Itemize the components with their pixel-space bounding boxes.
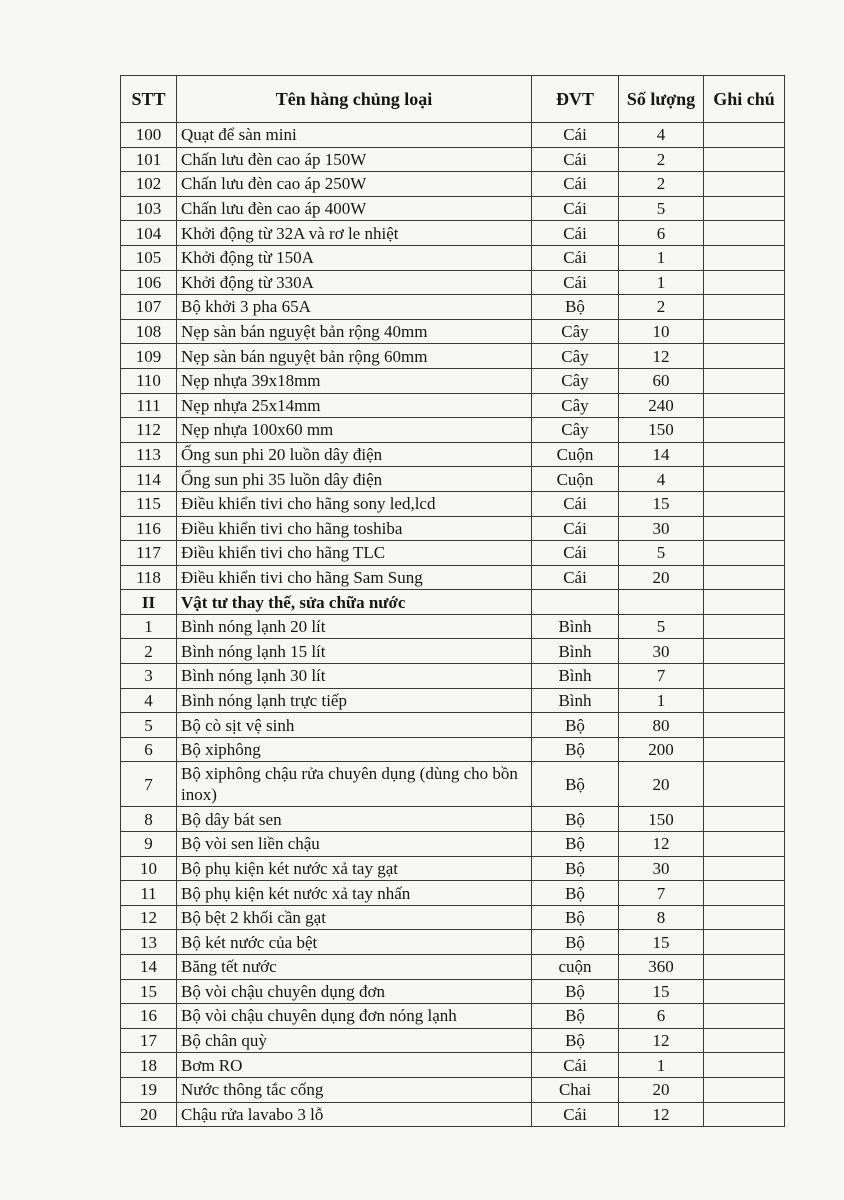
cell-note (704, 541, 785, 566)
cell-unit: Cái (532, 491, 619, 516)
cell-quantity: 5 (619, 541, 704, 566)
table-row (121, 172, 785, 197)
cell-stt: 101 (121, 147, 177, 172)
cell-item-name: Nẹp nhựa 100x60 mm (177, 418, 532, 443)
cell-note (704, 762, 785, 807)
cell-quantity: 14 (619, 442, 704, 467)
table-row (121, 905, 785, 930)
cell-note (704, 1077, 785, 1102)
cell-unit: Bộ (532, 881, 619, 906)
cell-note (704, 368, 785, 393)
cell-unit: Cái (532, 172, 619, 197)
cell-item-name: Bộ khởi 3 pha 65A (177, 295, 532, 320)
cell-stt: 108 (121, 319, 177, 344)
cell-quantity: 150 (619, 807, 704, 832)
table-row (121, 270, 785, 295)
cell-unit: Cây (532, 319, 619, 344)
cell-item-name: Điều khiển tivi cho hãng sony led,lcd (177, 491, 532, 516)
cell-unit: Bộ (532, 856, 619, 881)
cell-quantity: 15 (619, 979, 704, 1004)
cell-stt: 112 (121, 418, 177, 443)
cell-quantity: 1 (619, 245, 704, 270)
table-row (121, 516, 785, 541)
cell-item-name: Ống sun phi 35 luồn dây điện (177, 467, 532, 492)
cell-quantity: 200 (619, 737, 704, 762)
cell-note (704, 639, 785, 664)
cell-stt: II (121, 590, 177, 615)
cell-unit: Bình (532, 639, 619, 664)
cell-item-name: Bộ vòi chậu chuyên dụng đơn nóng lạnh (177, 1004, 532, 1029)
table-row (121, 688, 785, 713)
cell-quantity: 6 (619, 221, 704, 246)
cell-stt: 102 (121, 172, 177, 197)
cell-unit: Cái (532, 541, 619, 566)
cell-item-name: Chậu rửa lavabo 3 lỗ (177, 1102, 532, 1127)
cell-quantity: 2 (619, 147, 704, 172)
table-row (121, 442, 785, 467)
cell-note (704, 295, 785, 320)
cell-note (704, 713, 785, 738)
cell-unit: Cái (532, 270, 619, 295)
table-row (121, 713, 785, 738)
cell-stt: 116 (121, 516, 177, 541)
cell-quantity: 20 (619, 762, 704, 807)
cell-stt: 10 (121, 856, 177, 881)
cell-item-name: Quạt để sàn mini (177, 123, 532, 148)
cell-note (704, 590, 785, 615)
table-row (121, 664, 785, 689)
cell-quantity: 20 (619, 565, 704, 590)
cell-unit: Cuộn (532, 442, 619, 467)
cell-stt: 14 (121, 955, 177, 980)
cell-quantity: 30 (619, 639, 704, 664)
table-row (121, 221, 785, 246)
cell-quantity: 1 (619, 1053, 704, 1078)
cell-stt: 106 (121, 270, 177, 295)
cell-note (704, 196, 785, 221)
cell-quantity: 12 (619, 1102, 704, 1127)
cell-quantity: 360 (619, 955, 704, 980)
cell-stt: 4 (121, 688, 177, 713)
cell-note (704, 979, 785, 1004)
cell-quantity: 4 (619, 467, 704, 492)
cell-unit: Cái (532, 516, 619, 541)
table-row (121, 418, 785, 443)
cell-unit: Cây (532, 344, 619, 369)
table-row (121, 393, 785, 418)
cell-quantity: 8 (619, 905, 704, 930)
cell-item-name: Băng tết nước (177, 955, 532, 980)
header-unit: ĐVT (532, 76, 619, 123)
cell-note (704, 614, 785, 639)
cell-item-name: Bộ xiphông chậu rửa chuyên dụng (dùng cho bồn inox) (177, 762, 532, 807)
table-row (121, 1004, 785, 1029)
cell-quantity: 60 (619, 368, 704, 393)
cell-item-name: Bộ két nước của bệt (177, 930, 532, 955)
cell-quantity: 20 (619, 1077, 704, 1102)
cell-item-name: Bộ vòi sen liền chậu (177, 832, 532, 857)
header-note: Ghi chú (704, 76, 785, 123)
cell-quantity: 10 (619, 319, 704, 344)
cell-item-name: Bộ xiphông (177, 737, 532, 762)
cell-stt: 113 (121, 442, 177, 467)
cell-quantity: 30 (619, 516, 704, 541)
cell-item-name: Nẹp sàn bán nguyệt bản rộng 60mm (177, 344, 532, 369)
cell-item-name: Điều khiển tivi cho hãng toshiba (177, 516, 532, 541)
table-row (121, 319, 785, 344)
cell-stt: 104 (121, 221, 177, 246)
cell-unit: Bộ (532, 737, 619, 762)
cell-unit: Cái (532, 565, 619, 590)
cell-note (704, 516, 785, 541)
cell-stt: 13 (121, 930, 177, 955)
cell-stt: 107 (121, 295, 177, 320)
cell-item-name: Bơm RO (177, 1053, 532, 1078)
table-row (121, 565, 785, 590)
cell-item-name: Bộ bệt 2 khối cần gạt (177, 905, 532, 930)
cell-unit: Bộ (532, 832, 619, 857)
cell-unit: Cây (532, 418, 619, 443)
table-row (121, 856, 785, 881)
table-row (121, 1077, 785, 1102)
cell-note (704, 737, 785, 762)
cell-unit: Cây (532, 393, 619, 418)
cell-unit: Bộ (532, 930, 619, 955)
cell-item-name: Ống sun phi 20 luồn dây điện (177, 442, 532, 467)
cell-note (704, 393, 785, 418)
cell-item-name: Vật tư thay thế, sửa chữa nước (177, 590, 532, 615)
cell-stt: 115 (121, 491, 177, 516)
cell-item-name: Chấn lưu đèn cao áp 150W (177, 147, 532, 172)
cell-unit: Bộ (532, 762, 619, 807)
table-row (121, 762, 785, 807)
table-row (121, 1102, 785, 1127)
cell-note (704, 955, 785, 980)
cell-item-name: Điều khiển tivi cho hãng Sam Sung (177, 565, 532, 590)
header-row (121, 76, 785, 123)
cell-unit: Bộ (532, 807, 619, 832)
table-row (121, 196, 785, 221)
cell-quantity: 240 (619, 393, 704, 418)
cell-quantity: 12 (619, 344, 704, 369)
cell-quantity: 1 (619, 270, 704, 295)
cell-stt: 117 (121, 541, 177, 566)
cell-quantity: 2 (619, 295, 704, 320)
table-row (121, 930, 785, 955)
cell-note (704, 172, 785, 197)
cell-stt: 2 (121, 639, 177, 664)
cell-quantity: 2 (619, 172, 704, 197)
cell-unit: Cái (532, 221, 619, 246)
cell-unit: Cây (532, 368, 619, 393)
cell-item-name: Bộ phụ kiện két nước xả tay gạt (177, 856, 532, 881)
table-row (121, 368, 785, 393)
table-row (121, 123, 785, 148)
cell-unit: Cuộn (532, 467, 619, 492)
cell-note (704, 688, 785, 713)
cell-note (704, 467, 785, 492)
cell-unit: Cái (532, 1102, 619, 1127)
cell-item-name: Bộ phụ kiện két nước xả tay nhấn (177, 881, 532, 906)
table-row (121, 1028, 785, 1053)
cell-note (704, 565, 785, 590)
cell-quantity: 15 (619, 930, 704, 955)
cell-stt: 5 (121, 713, 177, 738)
cell-stt: 16 (121, 1004, 177, 1029)
cell-quantity: 150 (619, 418, 704, 443)
cell-stt: 17 (121, 1028, 177, 1053)
table-row (121, 639, 785, 664)
cell-item-name: Chấn lưu đèn cao áp 250W (177, 172, 532, 197)
table-row (121, 737, 785, 762)
cell-unit: Chai (532, 1077, 619, 1102)
cell-note (704, 1028, 785, 1053)
cell-unit: Bộ (532, 713, 619, 738)
cell-note (704, 245, 785, 270)
cell-stt: 9 (121, 832, 177, 857)
cell-item-name: Nước thông tắc cống (177, 1077, 532, 1102)
cell-unit: Bình (532, 664, 619, 689)
cell-note (704, 905, 785, 930)
cell-stt: 109 (121, 344, 177, 369)
cell-item-name: Nẹp sàn bán nguyệt bản rộng 40mm (177, 319, 532, 344)
cell-note (704, 270, 785, 295)
cell-quantity: 6 (619, 1004, 704, 1029)
cell-unit: Bộ (532, 979, 619, 1004)
cell-note (704, 881, 785, 906)
cell-item-name: Khởi động từ 330A (177, 270, 532, 295)
cell-stt: 11 (121, 881, 177, 906)
cell-unit: Cái (532, 147, 619, 172)
cell-item-name: Bình nóng lạnh trực tiếp (177, 688, 532, 713)
table-row (121, 245, 785, 270)
cell-note (704, 344, 785, 369)
cell-quantity: 80 (619, 713, 704, 738)
cell-unit: Cái (532, 245, 619, 270)
cell-item-name: Bình nóng lạnh 20 lít (177, 614, 532, 639)
cell-quantity (619, 590, 704, 615)
cell-stt: 8 (121, 807, 177, 832)
cell-quantity: 12 (619, 832, 704, 857)
cell-stt: 18 (121, 1053, 177, 1078)
cell-quantity: 7 (619, 881, 704, 906)
cell-unit: Bình (532, 688, 619, 713)
cell-stt: 114 (121, 467, 177, 492)
table-row (121, 614, 785, 639)
table-row (121, 979, 785, 1004)
cell-unit: Cái (532, 196, 619, 221)
cell-quantity: 4 (619, 123, 704, 148)
materials-table (120, 75, 785, 1127)
cell-item-name: Điều khiển tivi cho hãng TLC (177, 541, 532, 566)
cell-quantity: 5 (619, 196, 704, 221)
cell-item-name: Chấn lưu đèn cao áp 400W (177, 196, 532, 221)
cell-note (704, 832, 785, 857)
cell-stt: 19 (121, 1077, 177, 1102)
cell-stt: 110 (121, 368, 177, 393)
cell-note (704, 221, 785, 246)
cell-stt: 100 (121, 123, 177, 148)
cell-quantity: 1 (619, 688, 704, 713)
cell-note (704, 1102, 785, 1127)
table-row (121, 295, 785, 320)
cell-note (704, 807, 785, 832)
cell-stt: 15 (121, 979, 177, 1004)
table-row (121, 955, 785, 980)
table-row (121, 832, 785, 857)
cell-item-name: Khởi động từ 150A (177, 245, 532, 270)
cell-item-name: Nẹp nhựa 39x18mm (177, 368, 532, 393)
cell-unit: Bình (532, 614, 619, 639)
table-row (121, 1053, 785, 1078)
section-row (121, 590, 785, 615)
cell-item-name: Khởi động từ 32A và rơ le nhiệt (177, 221, 532, 246)
cell-item-name: Bình nóng lạnh 30 lít (177, 664, 532, 689)
cell-stt: 7 (121, 762, 177, 807)
cell-quantity: 12 (619, 1028, 704, 1053)
cell-item-name: Bộ vòi chậu chuyên dụng đơn (177, 979, 532, 1004)
cell-stt: 105 (121, 245, 177, 270)
cell-item-name: Bình nóng lạnh 15 lít (177, 639, 532, 664)
cell-stt: 3 (121, 664, 177, 689)
header-item-name: Tên hàng chủng loại (177, 76, 532, 123)
cell-unit: Cái (532, 123, 619, 148)
cell-unit: Bộ (532, 905, 619, 930)
cell-stt: 6 (121, 737, 177, 762)
cell-note (704, 442, 785, 467)
cell-unit: Bộ (532, 1028, 619, 1053)
cell-note (704, 491, 785, 516)
cell-note (704, 930, 785, 955)
cell-note (704, 664, 785, 689)
cell-stt: 118 (121, 565, 177, 590)
table-row (121, 147, 785, 172)
cell-stt: 111 (121, 393, 177, 418)
cell-note (704, 147, 785, 172)
header-stt: STT (121, 76, 177, 123)
table-row (121, 807, 785, 832)
cell-item-name: Bộ chân quỳ (177, 1028, 532, 1053)
table-row (121, 467, 785, 492)
cell-note (704, 418, 785, 443)
table-row (121, 491, 785, 516)
table-row (121, 344, 785, 369)
cell-item-name: Bộ cò sịt vệ sinh (177, 713, 532, 738)
cell-stt: 103 (121, 196, 177, 221)
cell-note (704, 1053, 785, 1078)
cell-unit (532, 590, 619, 615)
cell-note (704, 123, 785, 148)
table-row (121, 881, 785, 906)
cell-stt: 12 (121, 905, 177, 930)
header-quantity: Số lượng (619, 76, 704, 123)
table-row (121, 541, 785, 566)
cell-quantity: 30 (619, 856, 704, 881)
cell-quantity: 5 (619, 614, 704, 639)
cell-stt: 1 (121, 614, 177, 639)
cell-note (704, 1004, 785, 1029)
cell-item-name: Bộ dây bát sen (177, 807, 532, 832)
cell-unit: Cái (532, 1053, 619, 1078)
cell-unit: Bộ (532, 1004, 619, 1029)
cell-item-name: Nẹp nhựa 25x14mm (177, 393, 532, 418)
cell-quantity: 15 (619, 491, 704, 516)
cell-unit: Bộ (532, 295, 619, 320)
cell-stt: 20 (121, 1102, 177, 1127)
cell-note (704, 856, 785, 881)
cell-note (704, 319, 785, 344)
cell-unit: cuộn (532, 955, 619, 980)
cell-quantity: 7 (619, 664, 704, 689)
